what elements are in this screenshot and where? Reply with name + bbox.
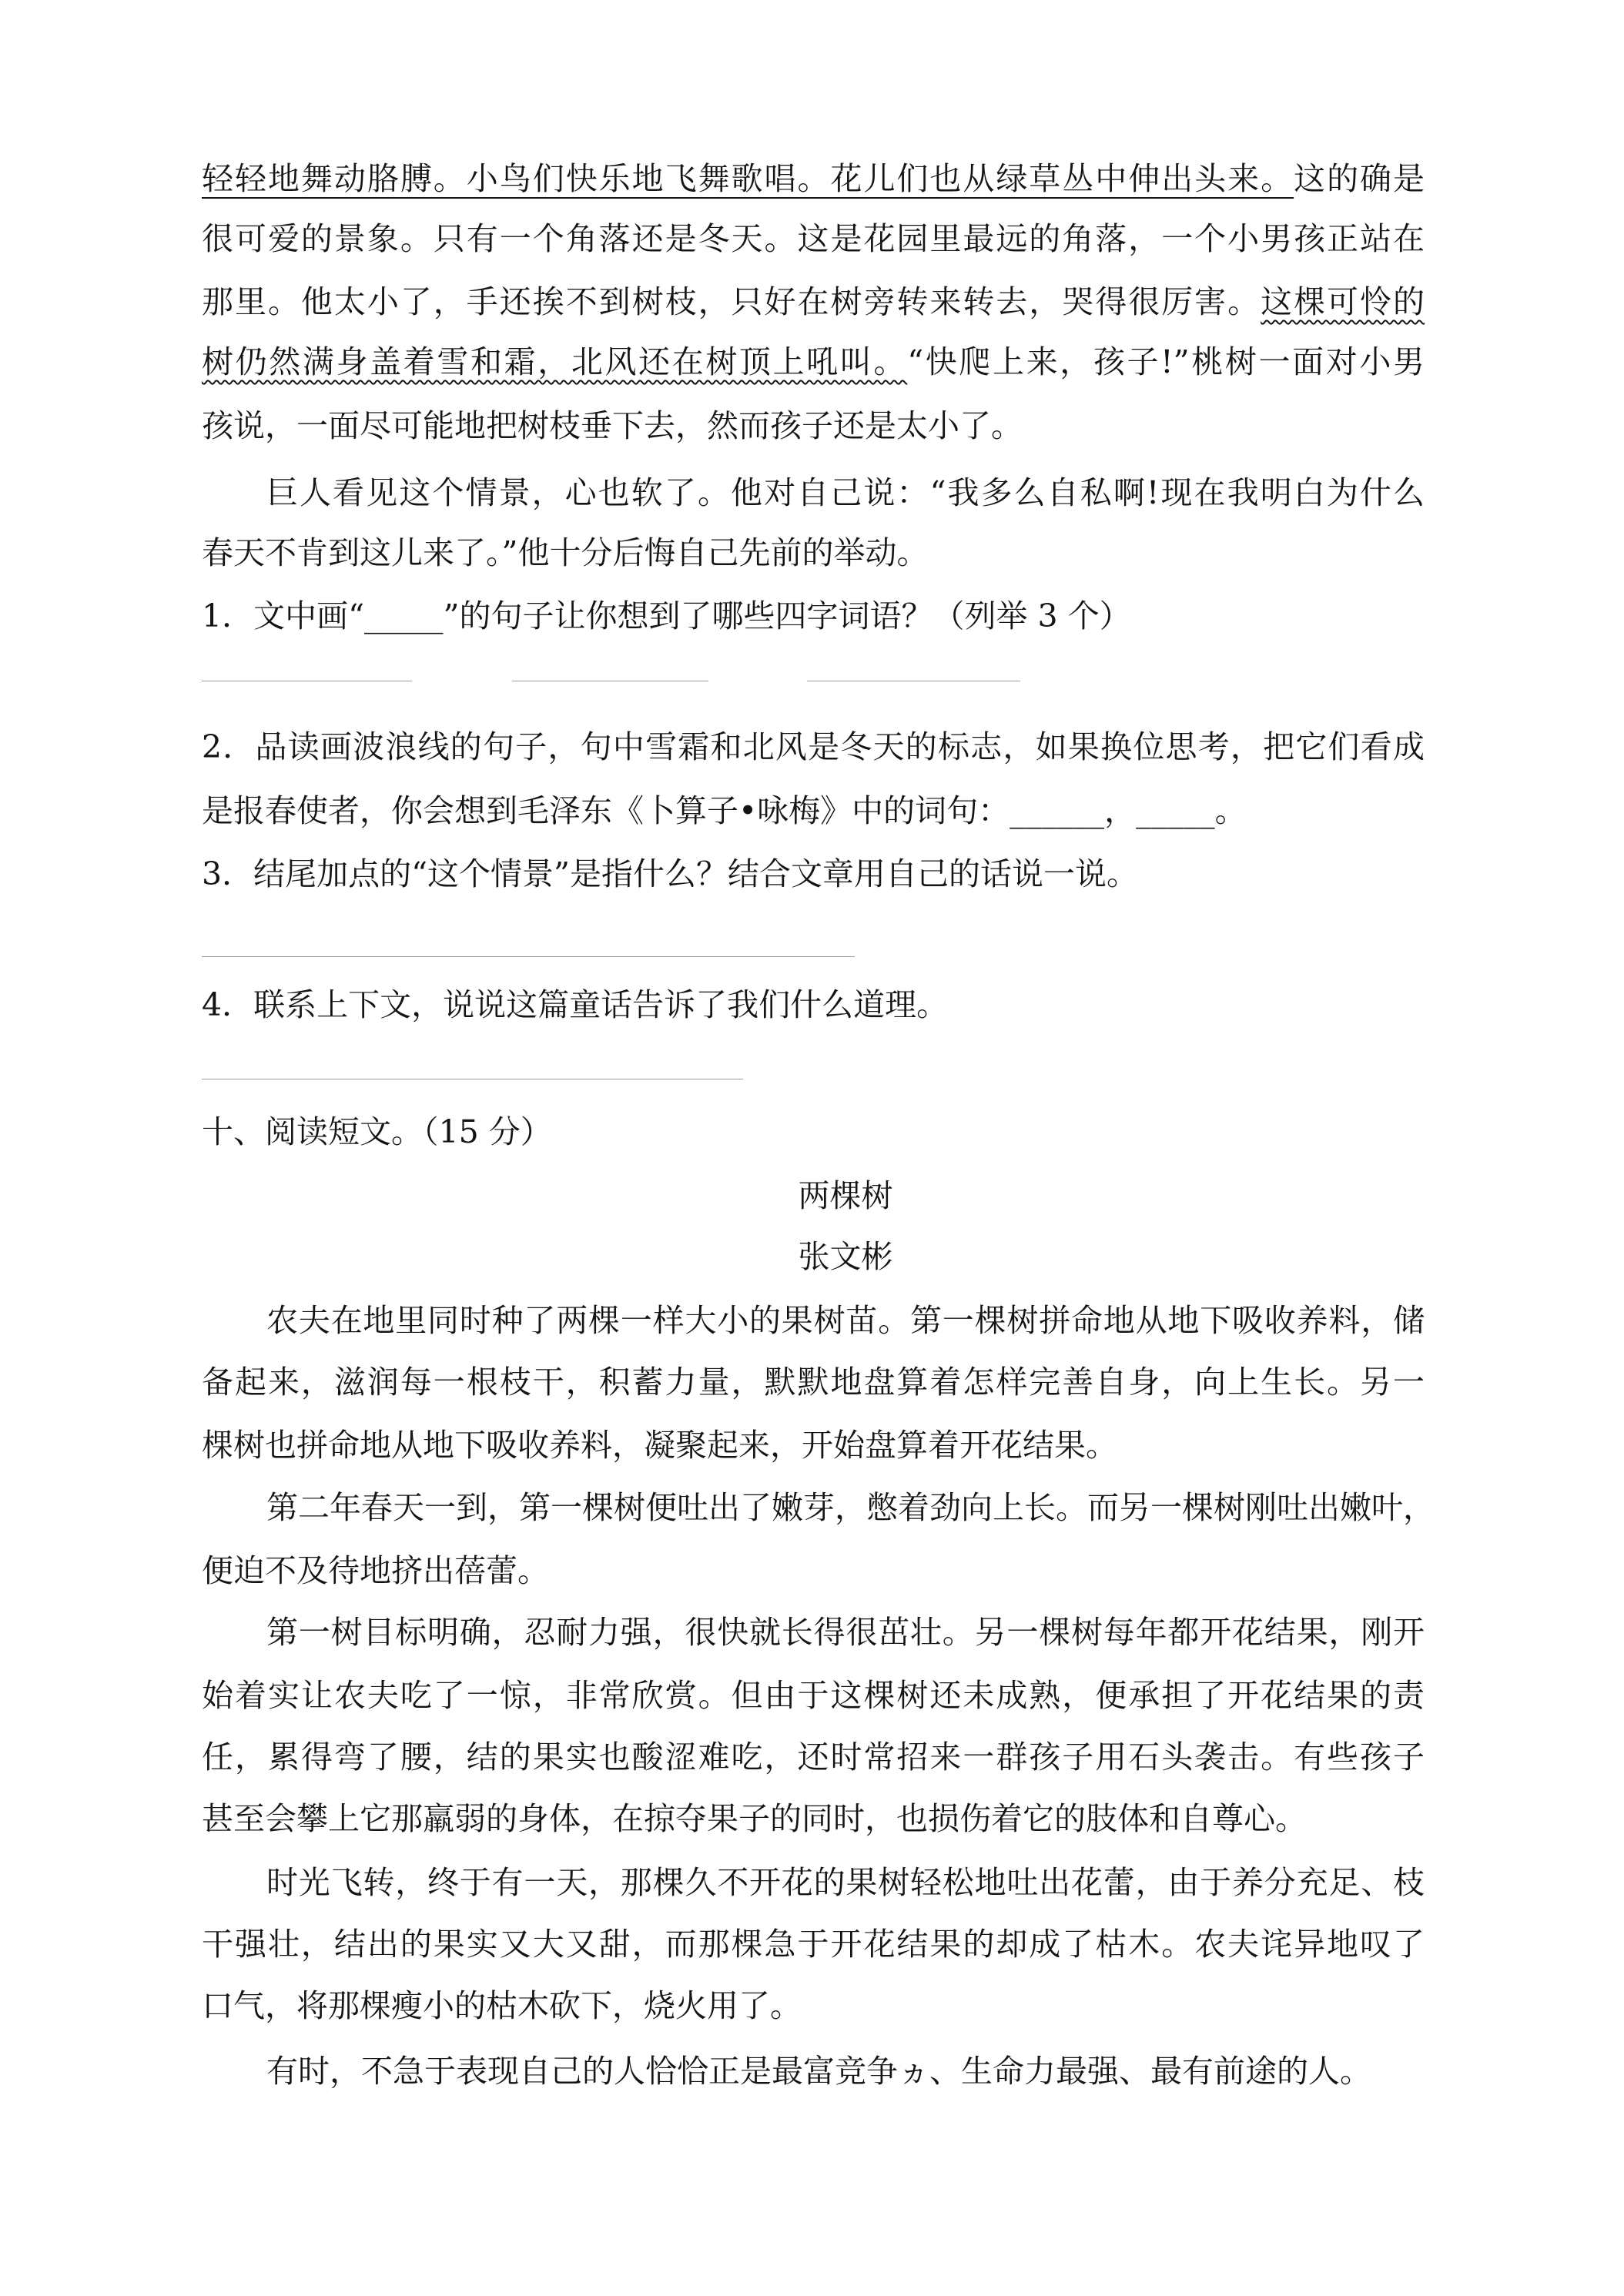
article-line: 时光飞转，终于有一天，那棵久不开花的果树轻松地吐出花蕾，由于养分充足、枝	[266, 1864, 1425, 1901]
article-line: 农夫在地里同时种了两棵一样大小的果树苗。第一棵树拼命地从地下吸收养料，储	[266, 1302, 1425, 1339]
wavy-underlined-sentence: 这棵可怜的	[1261, 283, 1425, 320]
wavy-underlined-sentence: 树仍然满身盖着雪和霜，北风还在树顶上吼叫。	[202, 343, 908, 380]
question-2-continued: 是报春使者，你会想到毛泽东《卜算子•咏梅》中的词句：______，_____。	[202, 792, 1247, 829]
question-4: 4．联系上下文，说说这篇童话告诉了我们什么道理。	[202, 986, 949, 1023]
passage-text: “快爬上来，孩子!”桃树一面对小男	[907, 343, 1425, 380]
article-line: 棵树也拼命地从地下吸收养料，凝聚起来，开始盘算着开花结果。	[202, 1427, 1117, 1464]
article-line: 口气，将那棵瘦小的枯木砍下，烧火用了。	[202, 1987, 802, 2024]
question-3: 3．结尾加点的“这个情景”是指什么？结合文章用自己的话说一说。	[202, 855, 1139, 892]
question-1: 1．文中画“_____”的句子让你想到了哪些四字词语？（列举 3 个）	[202, 597, 1131, 634]
article-title: 两棵树	[798, 1177, 893, 1214]
passage-line: 很可爱的景象。只有一个角落还是冬天。这是花园里最远的角落，一个小男孩正站在	[202, 220, 1425, 257]
passage-line: 孩说，一面尽可能地把树枝垂下去，然而孩子还是太小了。	[202, 407, 1023, 444]
article-line: 干强壮，结出的果实又大又甜，而那棵急于开花结果的却成了枯木。农夫诧异地叹了	[202, 1926, 1425, 1963]
underlined-sentence: 轻轻地舞动胳膊。小鸟们快乐地飞舞歌唱。花儿们也从绿草丛中伸出头来。	[202, 160, 1294, 197]
article-line: 备起来，滋润每一根枝干，积蓄力量，默默地盘算着怎样完善自身，向上生长。另一	[202, 1364, 1425, 1401]
article-line: 甚至会攀上它那羸弱的身体，在掠夺果子的同时，也损伤着它的肢体和自尊心。	[202, 1800, 1307, 1837]
article-line: 始着实让农夫吃了一惊，非常欣赏。但由于这棵树还未成熟，便承担了开花结果的责	[202, 1677, 1425, 1714]
article-line: 有时，不急于表现自己的人恰恰正是最富竞争ヵ、生命力最强、最有前途的人。	[266, 2053, 1371, 2090]
passage-line	[202, 279, 1425, 325]
passage-text: 那里。他太小了，手还挨不到树枝，只好在树旁转来转去，哭得很厉害。	[202, 283, 1261, 320]
passage-line: 春天不肯到这儿来了。”他十分后悔自己先前的举动。	[202, 534, 929, 571]
article-line: 第一树目标明确，忍耐力强，很快就长得很茁壮。另一棵树每年都开花结果，刚开	[266, 1614, 1425, 1651]
passage-text: 这的确是	[1294, 160, 1425, 197]
passage-line	[202, 156, 1425, 202]
passage-line: 巨人看见这个情景，心也软了。他对自己说：“我多么自私啊!现在我明白为什么	[266, 474, 1425, 511]
article-line: 便迫不及待地挤出蓓蕾。	[202, 1552, 549, 1589]
article-author: 张文彬	[798, 1238, 893, 1275]
article-line: 任，累得弯了腰，结的果实也酸涩难吃，还时常招来一群孩子用石头袭击。有些孩子	[202, 1739, 1425, 1776]
section-heading: 十、阅读短文。（15 分）	[202, 1113, 552, 1150]
article-line: 第二年春天一到，第一棵树便吐出了嫩芽，憋着劲向上长。而另一棵树刚吐出嫩叶，	[266, 1489, 1435, 1526]
answer-blank[interactable]	[202, 956, 855, 957]
passage-line	[202, 339, 1425, 385]
question-2: 2．品读画波浪线的句子，句中雪霜和北风是冬天的标志，如果换位思考，把它们看成	[202, 728, 1425, 765]
